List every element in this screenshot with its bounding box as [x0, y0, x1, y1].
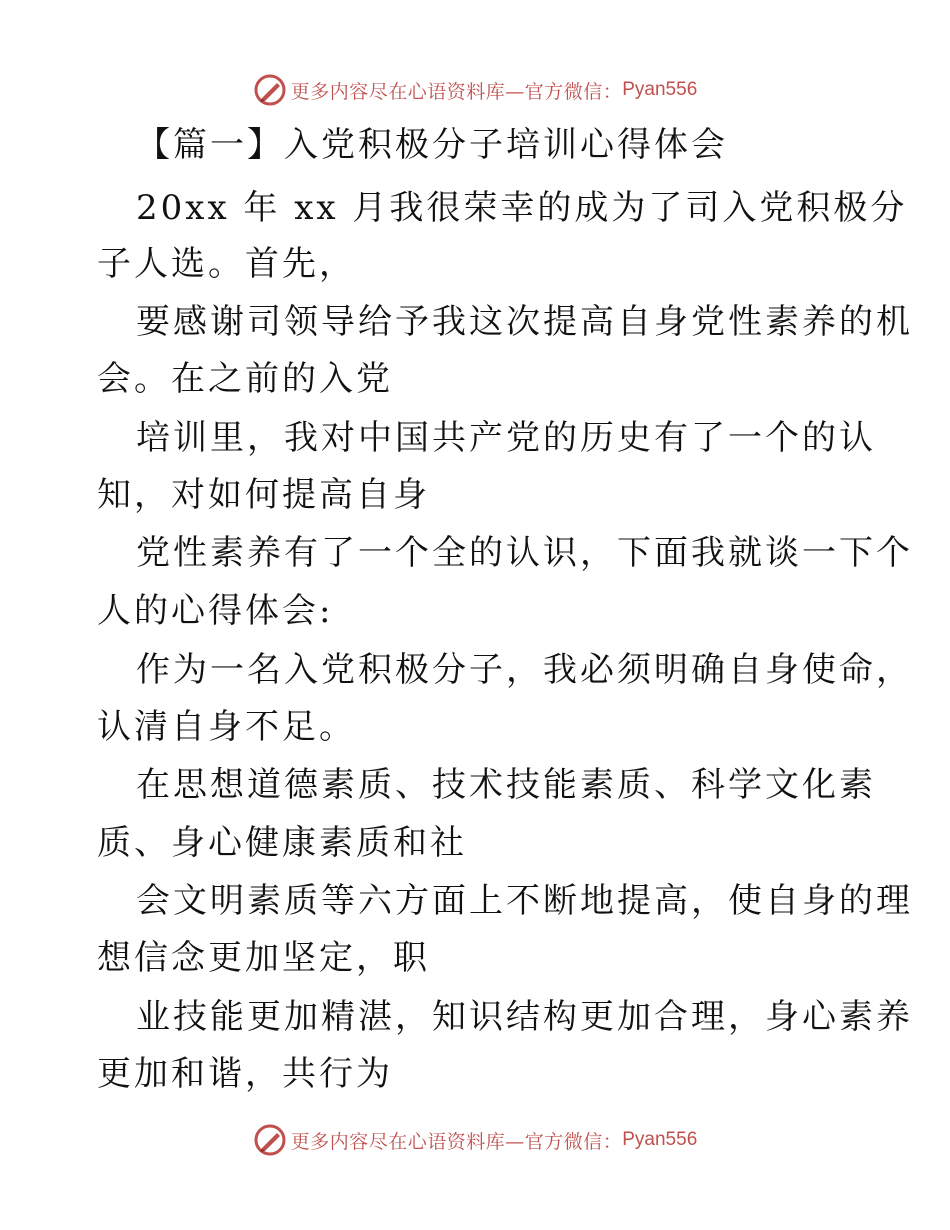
text-line: 党性素养有了一个全的认识，下面我就谈一下个: [136, 533, 913, 573]
text-line: 要感谢司领导给予我这次提高自身党性素养的机: [136, 302, 913, 342]
wechat-handle: Pyan556: [622, 79, 698, 100]
pen-circle-logo-icon: [253, 1123, 287, 1157]
text-line: 知，对如何提高自身: [97, 475, 430, 515]
banner-text: 更多内容尽在心语资料库—官方微信：: [290, 1130, 623, 1153]
pen-circle-logo-icon: [253, 73, 287, 107]
text-line: 子人选。首先，: [97, 244, 356, 284]
text-line: 认清自身不足。: [97, 707, 356, 747]
text-line: 在思想道德素质、技术技能素质、科学文化素: [136, 765, 876, 805]
text-line: 会文明素质等六方面上不断地提高，使自身的理: [136, 881, 913, 921]
wechat-handle: Pyan556: [622, 1129, 698, 1150]
text-line: 会。在之前的入党: [97, 359, 393, 399]
text-line: 质、身心健康素质和社: [97, 823, 467, 863]
text-line: 20xx 年 xx 月我很荣幸的成为了司入党积极分: [136, 188, 908, 228]
text-line: 业技能更加精湛，知识结构更加合理，身心素养: [136, 997, 913, 1037]
text-line: 想信念更加坚定，职: [97, 938, 430, 978]
text-line: 人的心得体会:: [97, 591, 334, 631]
text-line: 培训里，我对中国共产党的历史有了一个的认: [136, 418, 876, 458]
header-banner: [0, 70, 950, 110]
banner-text: 更多内容尽在心语资料库—官方微信：: [290, 80, 623, 103]
text-line: 更加和谐，共行为: [97, 1054, 393, 1094]
footer-banner: [0, 1120, 950, 1160]
text-line: 作为一名入党积极分子，我必须明确自身使命，: [136, 650, 913, 690]
document-title: 【篇一】入党积极分子培训心得体会: [136, 125, 728, 165]
